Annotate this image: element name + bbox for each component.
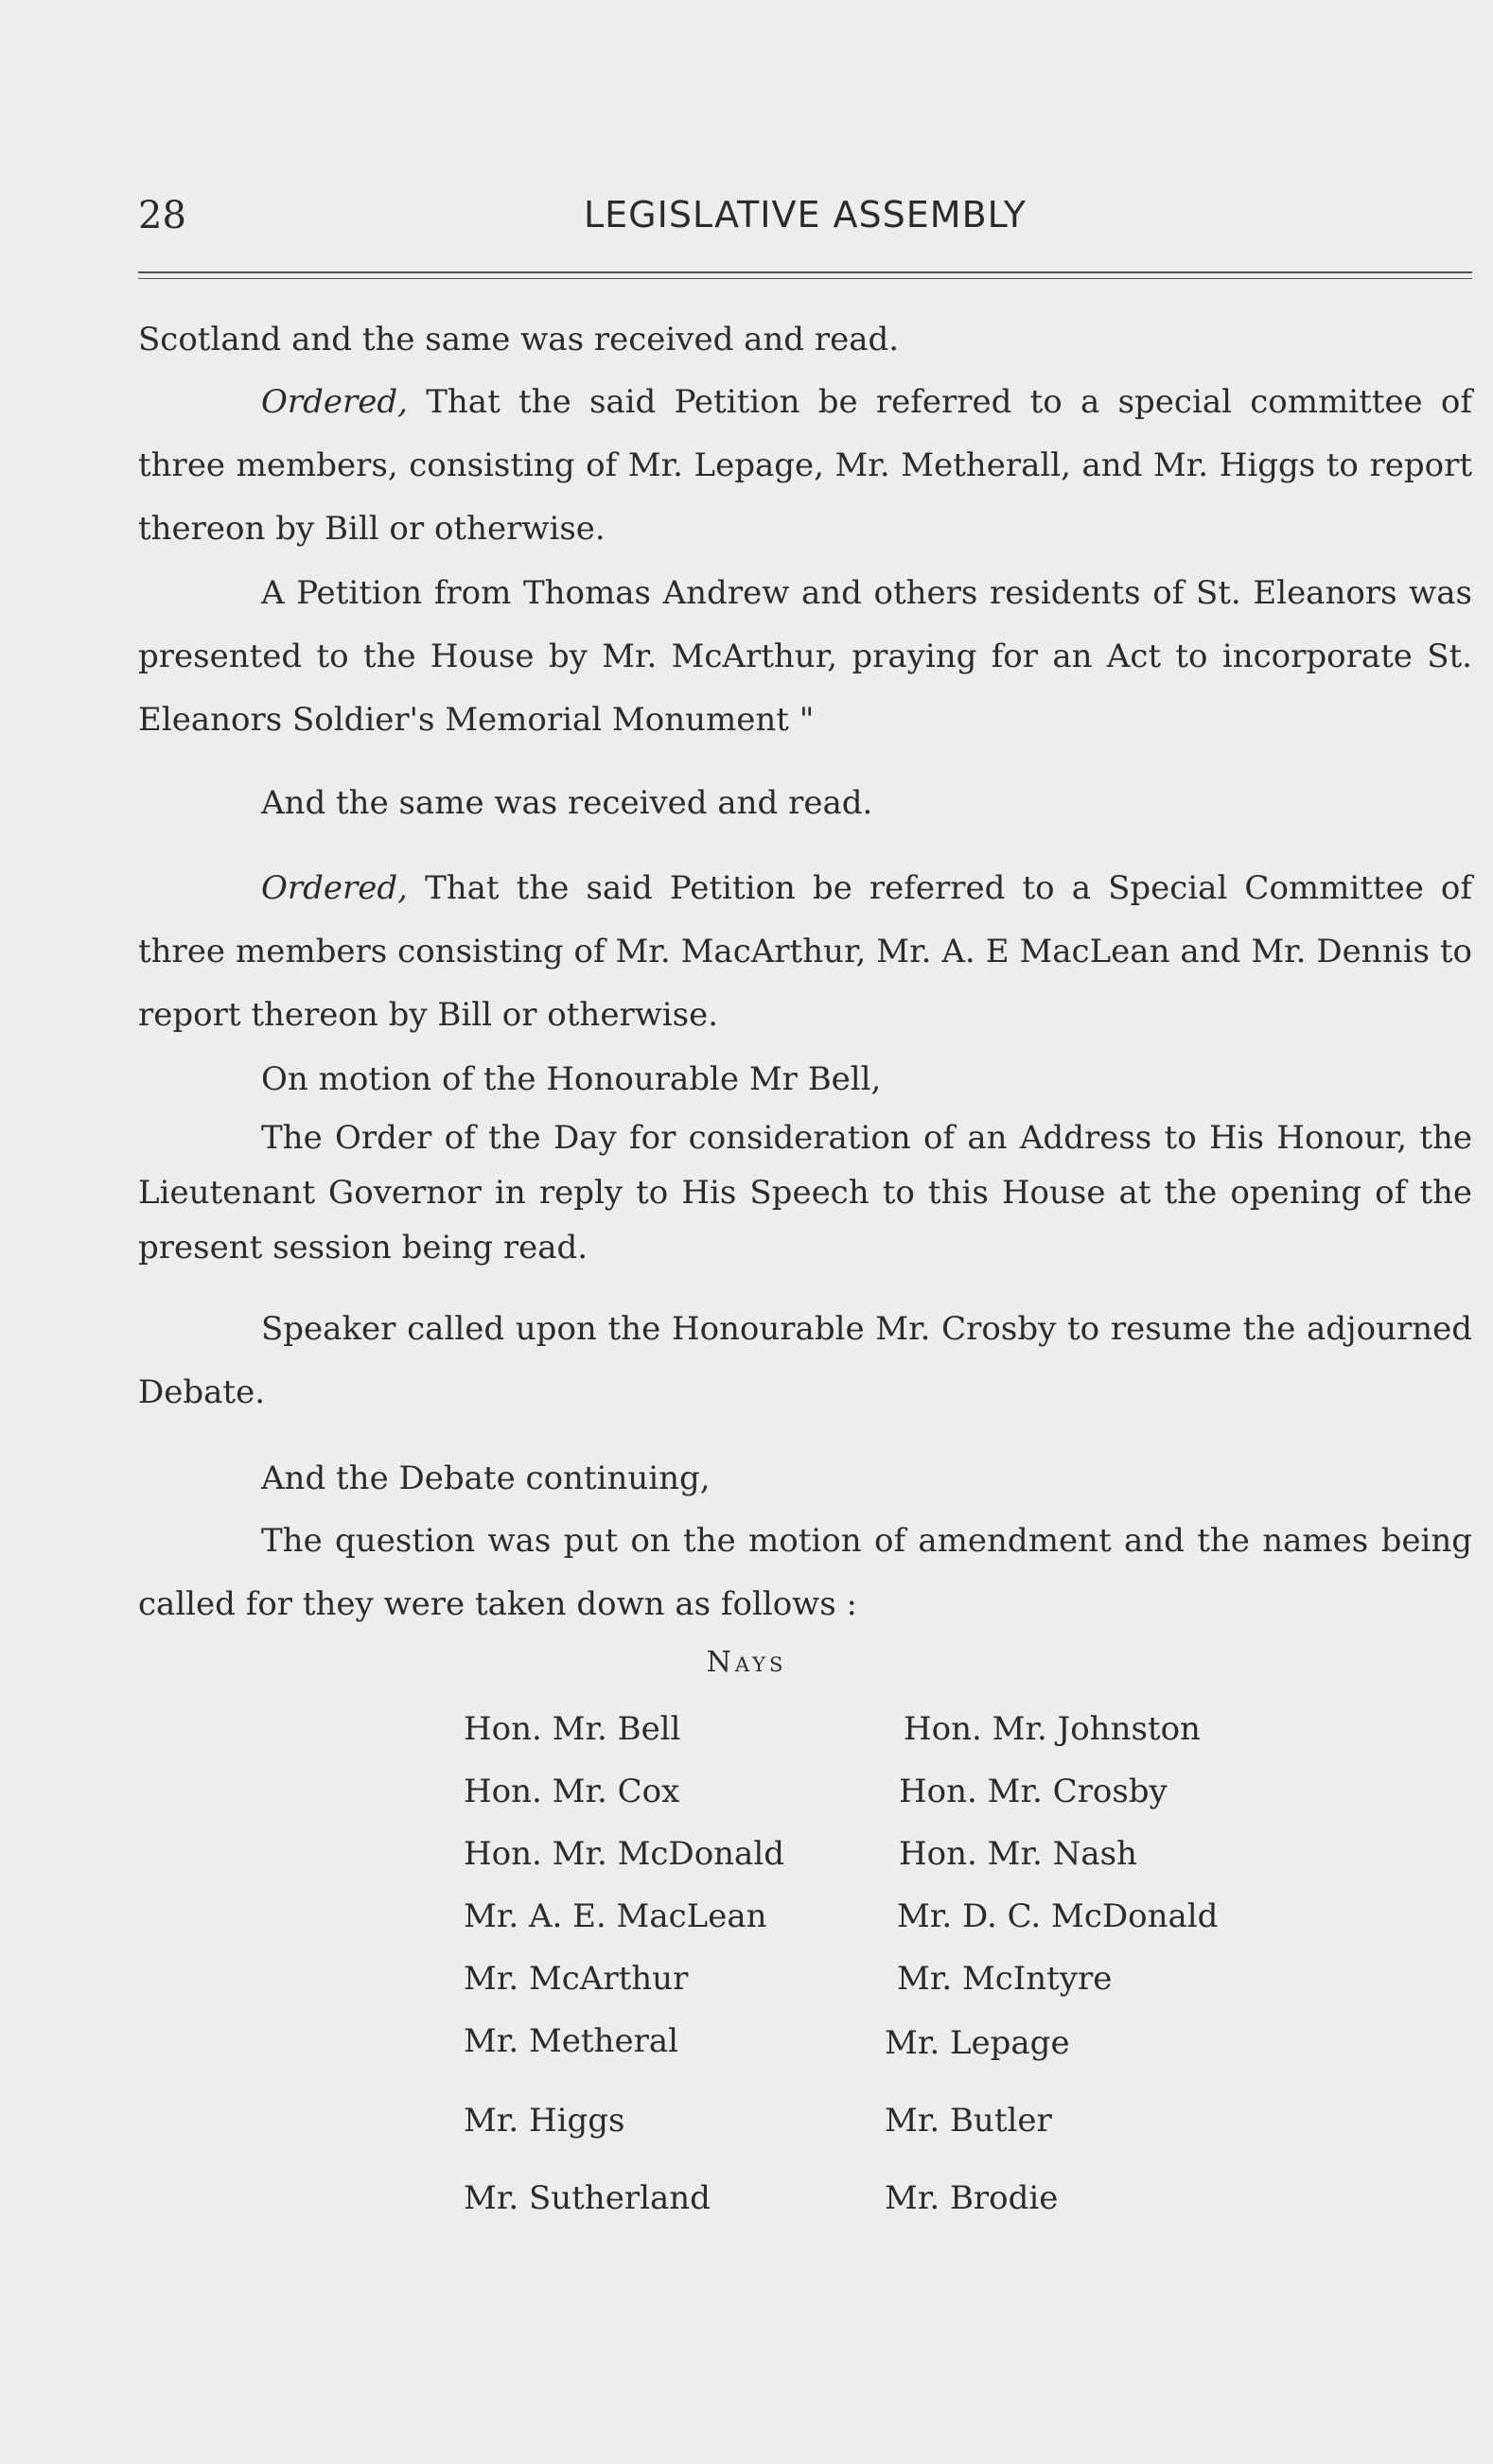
ordered-label: Ordered, — [261, 383, 408, 421]
nays-right-name: Mr. D. C. McDonald — [897, 1897, 1219, 1935]
nays-right-name: Mr. Brodie — [885, 2179, 1059, 2217]
nays-right-name: Mr. McIntyre — [897, 1960, 1113, 1998]
paragraph-10: The question was put on the motion of amendment and the names being called for they were taken down as follows : — [138, 1522, 1472, 1623]
nays-right-name: Mr. Butler — [885, 2102, 1052, 2140]
nays-right-name: Hon. Mr. Crosby — [899, 1773, 1168, 1810]
paragraph-9: And the Debate continuing, — [261, 1459, 711, 1497]
nays-left-name: Mr. A. E. MacLean — [464, 1897, 767, 1935]
paragraph-8: Speaker called upon the Honourable Mr. Crosby to resume the adjourned Debate. — [138, 1310, 1472, 1411]
nays-left-name: Hon. Mr. McDonald — [464, 1835, 784, 1873]
paragraph-5-text: That the said Petition be referred to a Special Committee of three members consisting of Mr. MacArthur, Mr. A. E MacLean and Mr. Dennis to report thereon by Bill or otherwise. — [138, 869, 1472, 1034]
nays-right-name: Hon. Mr. Nash — [899, 1835, 1137, 1873]
nays-left-name: Mr. Sutherland — [464, 2179, 711, 2217]
nays-heading: Nays — [706, 1646, 787, 1679]
nays-left-name: Mr. Higgs — [464, 2102, 625, 2140]
paragraph-3: A Petition from Thomas Andrew and others residents of St. Eleanors was presented to the House by Mr. McArthur, praying for an Act to incorporate St. Eleanors Soldier's Memorial Monument " — [138, 574, 1472, 739]
nays-left-name: Mr. McArthur — [464, 1960, 689, 1998]
paragraph-6: On motion of the Honourable Mr Bell, — [261, 1060, 882, 1098]
paragraph-4: And the same was received and read. — [261, 784, 873, 822]
nays-left-name: Mr. Metheral — [464, 2022, 678, 2060]
nays-left-name: Hon. Mr. Bell — [464, 1710, 681, 1748]
nays-right-name: Mr. Lepage — [885, 2024, 1070, 2062]
paragraph-2-text: That the said Petition be referred to a special committee of three members, consisting of Mr. Lepage, Mr. Metherall, and Mr. Higgs to report thereon by Bill or otherwise. — [138, 383, 1472, 548]
running-title: LEGISLATIVE ASSEMBLY — [584, 194, 1027, 236]
paragraph-1: Scotland and the same was received and read. — [138, 321, 900, 358]
ordered-label: Ordered, — [261, 869, 408, 907]
paragraph-7: The Order of the Day for consideration of an Address to His Honour, the Lieutenant Governor in reply to His Speech to this House at the opening of the present session being read. — [138, 1119, 1472, 1267]
nays-left-name: Hon. Mr. Cox — [464, 1773, 680, 1810]
nays-right-name: Hon. Mr. Johnston — [904, 1710, 1201, 1748]
page-number: 28 — [138, 194, 186, 237]
